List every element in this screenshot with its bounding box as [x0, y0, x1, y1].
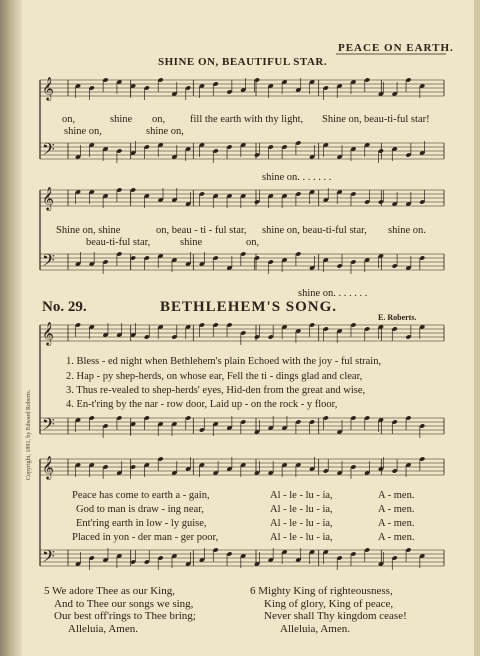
verse-line: 1. Bless - ed night when Bethlehem's plain Echoed with the joy - ful strain,: [66, 356, 382, 367]
hymn-number: No. 29.: [42, 299, 87, 315]
clef-icon: 𝄢: [42, 250, 55, 274]
verse-line: A - men.: [378, 504, 415, 515]
clef-icon: 𝄢: [42, 414, 55, 438]
clef-icon: 𝄞: [42, 76, 54, 100]
copyright-notice: Copyright, 1891, by Edward Roberts.: [26, 389, 32, 480]
clef-icon: 𝄞: [42, 186, 54, 210]
song1-lyric: shine on, beau-ti-ful star,: [262, 225, 367, 236]
song1-lyric: on,: [152, 114, 166, 125]
song1-lyric: beau-ti-ful star,: [86, 237, 151, 248]
verse-line: A - men.: [378, 518, 415, 529]
song1-lyric: shine on. . . . . . .: [262, 172, 332, 183]
song1-lyric: shine: [180, 237, 203, 248]
verse-line: 3. Thus re-vealed to shep-herds' eyes, Hid-den from the great and wise,: [66, 385, 366, 396]
stanza-line: Alleluia, Amen.: [68, 622, 138, 635]
verse-line: God to man is draw - ing near,: [76, 504, 204, 515]
composer: E. Roberts.: [378, 313, 417, 322]
song1-lyric: shine on.: [388, 225, 426, 236]
stanza-5: [44, 585, 196, 635]
verse-line: Al - le - lu - ia,: [270, 490, 333, 501]
verse-line: Al - le - lu - ia,: [270, 532, 333, 543]
song1-lyric: on, beau - ti - ful star,: [156, 225, 247, 236]
stanza-line: King of glory, King of peace,: [264, 597, 394, 610]
verse-line: Al - le - lu - ia,: [270, 518, 333, 529]
running-header: PEACE ON EARTH.: [338, 42, 454, 54]
verse-line: Al - le - lu - ia,: [270, 504, 333, 515]
verse-line: A - men.: [378, 532, 415, 543]
clef-icon: 𝄞: [42, 321, 54, 345]
song1-lyric: shine: [110, 114, 133, 125]
song1-lyric: Shine on, shine: [56, 225, 121, 236]
stanza-line: Our best off'rings to Thee bring;: [54, 610, 196, 622]
song1-lyric: on,: [246, 237, 260, 248]
stanza-line: And to Thee our songs we sing,: [54, 597, 194, 610]
stanza-line: Alleluia, Amen.: [280, 622, 350, 635]
stanza-line: 6 Mighty King of righteousness,: [250, 585, 393, 597]
song1-lyric: shine on,: [146, 126, 184, 137]
verse-line: Placed in yon - der man - ger poor,: [72, 532, 219, 543]
clef-icon: 𝄢: [42, 546, 55, 570]
verse-line: Peace has come to earth a - gain,: [72, 490, 210, 501]
song1-lyric: on,: [62, 114, 76, 125]
song1-lyric: fill the earth with thy light,: [190, 114, 304, 125]
song1-lyric: beau-ti-ful star!: [364, 114, 430, 125]
stanza-line: 5 We adore Thee as our King,: [44, 585, 175, 597]
song2-title: BETHLEHEM'S SONG.: [160, 299, 338, 315]
verse-line: A - men.: [378, 490, 415, 501]
verse-line: 4. En-t'ring by the nar - row door, Laid up - on the rock - y floor,: [66, 399, 338, 410]
stanza-6: [250, 585, 407, 635]
song1-lyric: shine on. . . . . . .: [298, 288, 368, 299]
verse-line: Ent'ring earth in low - ly guise,: [76, 518, 207, 529]
clef-icon: 𝄞: [42, 455, 54, 479]
verse-line: 2. Hap - py shep-herds, on whose ear, Fell the ti - dings glad and clear,: [66, 371, 363, 382]
song1-lyric: Shine on,: [322, 114, 362, 125]
song1-title: SHINE ON, BEAUTIFUL STAR.: [158, 56, 328, 68]
clef-icon: 𝄢: [42, 139, 55, 163]
stanza-line: Never shall Thy kingdom cease!: [264, 610, 407, 622]
song1-lyric: shine on,: [64, 126, 102, 137]
